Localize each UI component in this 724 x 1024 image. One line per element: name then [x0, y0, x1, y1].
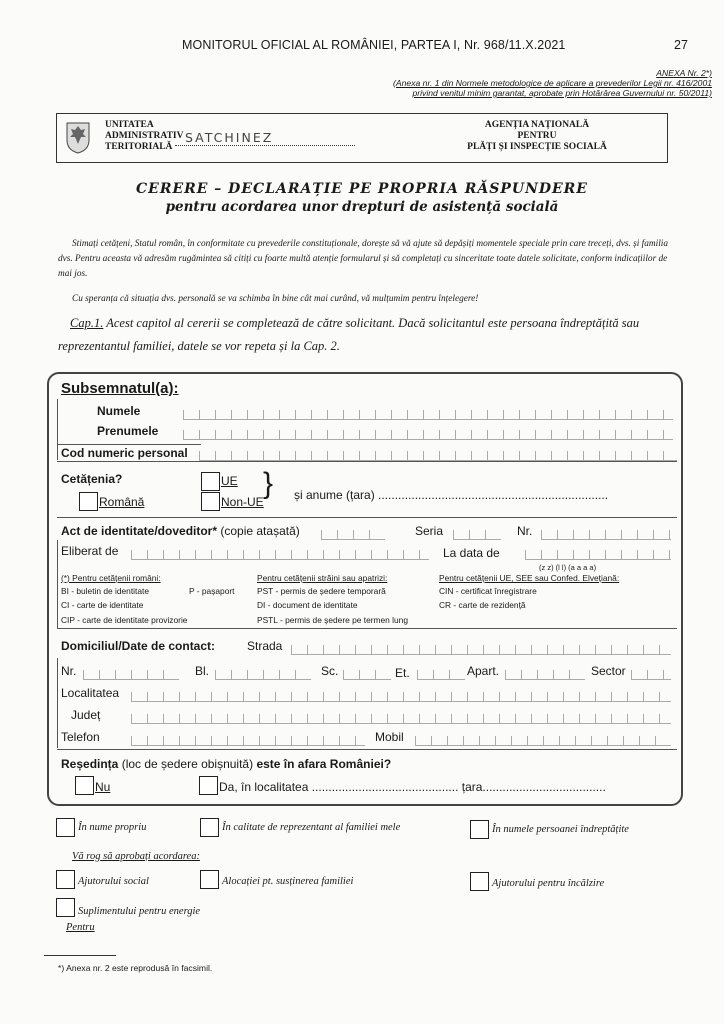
mobil-label: Mobil [375, 730, 404, 744]
non-ue-label: Non-UE [221, 495, 264, 509]
da-label[interactable]: Da, în localitatea ............................................ țara..................................... [219, 780, 606, 794]
pentru-label: Pentru [66, 922, 95, 933]
persoana-indreptatita-label: În numele persoanei îndreptățite [492, 824, 629, 835]
in-nume-propriu-checkbox[interactable] [56, 818, 75, 837]
legend-bi: BI - buletin de identitate [61, 586, 149, 596]
ajutor-incalzire-checkbox[interactable] [470, 872, 489, 891]
publication-title: MONITORUL OFICIAL AL ROMÂNIEI, PARTEA I, Nr. 968/11.X.2021 [182, 38, 566, 52]
prenumele-input[interactable] [183, 430, 673, 440]
unit-label: UNITATEA ADMINISTRATIV TERITORIALĂ [105, 120, 184, 152]
resedinta-question: Reședința (loc de ședere obișnuită) este în afara României? [61, 757, 392, 771]
nr-domiciliu-label: Nr. [61, 664, 77, 678]
nr-label: Nr. [517, 524, 533, 538]
ue-label: UE [221, 474, 238, 488]
legend-pstl: PSTL - permis de ședere pe termen lung [257, 615, 408, 625]
document-subtitle: pentru acordarea unor drepturi de asistență socială [165, 199, 559, 215]
numele-input[interactable] [183, 410, 673, 420]
ajutor-social-checkbox[interactable] [56, 870, 75, 889]
legend-cin: CIN - certificat înregistrare [439, 586, 537, 596]
act-type-input[interactable] [321, 530, 385, 540]
annex-number: ANEXA Nr. 2*) [656, 68, 712, 78]
localitatea-label: Localitatea [61, 686, 120, 700]
localitatea-input[interactable] [131, 692, 671, 702]
in-nume-propriu-label: În nume propriu [78, 822, 147, 833]
strada-input[interactable] [291, 645, 671, 655]
domiciliu-label: Domiciliul/Date de contact: [61, 639, 216, 653]
la-data-label: La data de [443, 546, 500, 560]
coat-of-arms-icon [63, 120, 93, 154]
prenumele-label: Prenumele [97, 424, 159, 438]
cnp-label: Cod numeric personal [61, 446, 188, 460]
act-identitate-label: Act de identitate/doveditor* (copie atașată) [61, 524, 300, 538]
et-input[interactable] [417, 670, 465, 680]
nr-domiciliu-input[interactable] [83, 670, 179, 680]
authority-box [56, 113, 668, 163]
legend-di: DI - document de identitate [257, 600, 358, 610]
judet-input[interactable] [131, 714, 671, 724]
nr-input[interactable] [541, 530, 671, 540]
nu-label: Nu [95, 780, 111, 794]
strada-label: Strada [247, 639, 283, 653]
da-checkbox[interactable] [199, 776, 218, 795]
document-title: CERERE – DECLARAȚIE PE PROPRIA RĂSPUNDERE [136, 181, 588, 197]
legend-pst: PST - permis de ședere temporară [257, 586, 386, 596]
eliberat-input[interactable] [131, 550, 429, 560]
numele-label: Numele [97, 404, 141, 418]
alocatie-label: Alocației pt. susținerea familiei [222, 876, 354, 887]
alocatie-checkbox[interactable] [200, 870, 219, 889]
ajutor-social-label: Ajutorului social [78, 876, 149, 887]
legend-straini-title: Pentru cetățenii străini sau apatrizi: [257, 573, 388, 583]
bl-input[interactable] [215, 670, 311, 680]
chapter-1-note [58, 312, 678, 358]
romana-label: Română [99, 495, 145, 509]
legend-cip: CIP - carte de identitate provizorie [61, 615, 188, 625]
annex-line-2: (Anexa nr. 1 din Normele metodologice de aplicare a prevederilor Legii nr. 416/2001 [393, 78, 712, 88]
cnp-input[interactable] [199, 451, 677, 461]
cetatenia-label: Cetățenia? [61, 472, 123, 486]
supliment-energie-checkbox[interactable] [56, 898, 75, 917]
persoana-indreptatita-checkbox[interactable] [470, 820, 489, 839]
legend-romani-title: (*) Pentru cetățenii români: [61, 573, 161, 583]
seria-label: Seria [415, 524, 444, 538]
apart-input[interactable] [505, 670, 585, 680]
legend-ue-title: Pentru cetățenii UE, SEE sau Confed. Elvețiană: [439, 573, 620, 583]
legend-cr: CR - carte de rezidență [439, 600, 526, 610]
intro-paragraph: Stimați cetățeni, Statul român, în conformitate cu prevederile constituționale, dorește să vă ajute să depășiți momentele speciale prin care treceți, dvs. și familia dvs. Pentru aceasta vă adresăm rugămintea să citiți cu foarte multă atenție formularul și să completați cu sinceritate toate datele solicitate, conform indicațiilor de mai jos. [58, 239, 669, 279]
chapter-text: Acest capitol al cererii se completează de către solicitant. Dacă solicitantul este persoana îndreptățită sau reprezentantul familiei, datele se vor repeta și la Cap. 2. [58, 316, 640, 353]
annex-reference [312, 68, 712, 98]
reprezentant-checkbox[interactable] [200, 818, 219, 837]
mobil-input[interactable] [415, 736, 671, 746]
sc-label: Sc. [321, 664, 339, 678]
applicant-form [47, 372, 683, 806]
legend-p: P - pașaport [189, 586, 235, 596]
chapter-label: Cap.1. [70, 316, 104, 330]
judet-label: Județ [71, 708, 101, 722]
sector-label: Sector [591, 664, 626, 678]
legend-ci: CI - carte de identitate [61, 600, 144, 610]
request-label: Vă rog să aprobați acordarea: [72, 851, 200, 862]
unit-name-field[interactable]: SATCHINEZ [175, 130, 355, 146]
romana-checkbox[interactable] [79, 492, 98, 511]
ajutor-incalzire-label: Ajutorului pentru încălzire [492, 878, 605, 889]
nu-checkbox[interactable] [75, 776, 94, 795]
agency-label: AGENȚIA NAȚIONALĂ PENTRU PLĂȚI ȘI INSPECȚIE SOCIALĂ [467, 120, 607, 152]
annex-line-3: privind venitul minim garantat, aprobate prin Hotărârea Guvernului nr. 50/2011) [412, 88, 712, 98]
footnote-divider [44, 955, 116, 956]
seria-input[interactable] [453, 530, 501, 540]
footnote: *) Anexa nr. 2 este reprodusă în facsimil. [58, 963, 213, 973]
telefon-label: Telefon [61, 730, 100, 744]
bl-label: Bl. [195, 664, 210, 678]
ue-checkbox[interactable] [201, 472, 220, 491]
date-format-hint: (z z) (l l) (a a a a) [539, 563, 597, 572]
telefon-input[interactable] [131, 736, 365, 746]
apart-label: Apart. [467, 664, 500, 678]
eliberat-label: Eliberat de [61, 544, 119, 558]
sector-input[interactable] [631, 670, 671, 680]
sc-input[interactable] [343, 670, 391, 680]
supliment-energie-label: Suplimentului pentru energie [78, 906, 201, 917]
reprezentant-label: În calitate de reprezentant al familiei mele [222, 822, 401, 833]
date-input[interactable] [525, 550, 671, 560]
et-label: Et. [395, 666, 410, 680]
page-number: 27 [674, 38, 688, 52]
brace-icon: } [263, 467, 274, 500]
non-ue-checkbox[interactable] [201, 492, 220, 511]
subsemnatul-label: Subsemnatul(a): [61, 380, 179, 397]
intro-closing: Cu speranța că situația dvs. personală se va schimba în bine cât mai curând, vă mulțumim pentru înțelegere! [72, 294, 479, 304]
tara-field[interactable]: și anume (țara) ..................................................................... [294, 488, 609, 502]
